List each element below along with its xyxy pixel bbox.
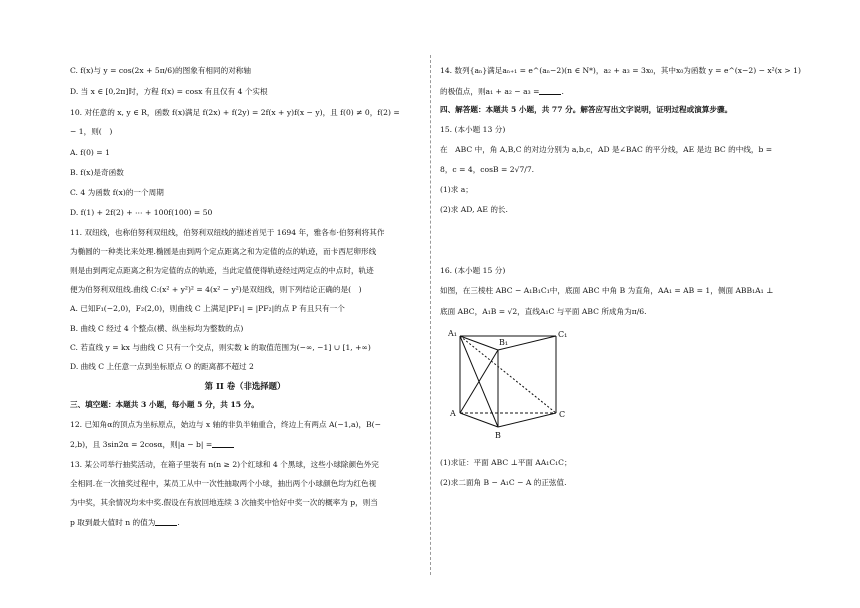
edge-ab (460, 413, 498, 427)
q14-line2: 的极值点，则a₁ + a₂ − a₃ = . (440, 87, 564, 96)
q11-option-d: D. 曲线 C 上任意一点到坐标原点 O 的距离都不超过 2 (70, 362, 254, 371)
q13-line2: 全相同.在一次抽奖过程中，某员工从中一次性抽取两个小球，抽出两个小球颜色均为红色视 (70, 479, 377, 488)
q10-option-c: C. 4 为函数 f(x)的一个周期 (70, 188, 164, 197)
q15-part1: (1)求 a； (440, 185, 473, 194)
q11-stem-line4: 便为伯努利双纽线.曲线 C:(x² + y²)² = 4(x² − y²)是双纽线，则下列结论正确的是( ) (70, 285, 362, 294)
q12-answer-blank[interactable] (212, 439, 234, 448)
prism-figure (448, 328, 578, 443)
q10-option-a: A. f(0) = 1 (70, 148, 110, 157)
q11-option-a: A. 已知F₁(−2,0)，F₂(2,0)，则曲线 C 上满足|PF₁| = |PF₂|的点 P 有且只有一个 (70, 304, 345, 313)
q15-title: 15. (本小题 13 分) (440, 125, 506, 134)
edge-a1b1 (460, 336, 498, 350)
q9-option-c: C. f(x)与 y = cos(2x + 5π/6)的图象有相同的对称轴 (70, 66, 251, 75)
edge-bc (498, 413, 556, 427)
label-b: B (495, 431, 501, 440)
q13-line3: 为中奖，其余情况均未中奖.假设在有放回地连续 3 次抽奖中恰好中奖一次的概率为 p，则当 (70, 498, 378, 507)
q10-option-b: B. f(x)是奇函数 (70, 168, 124, 177)
q12-line1: 12. 已知角α的顶点为坐标原点，始边与 x 轴的非负半轴重合，终边上有两点 A(−1,a)，B(− (70, 420, 381, 429)
q11-stem-line1: 11. 双纽线，也称伯努利双纽线，伯努利双纽线的描述首见于 1694 年，雅各布·伯努利将其作 (70, 228, 385, 237)
q11-stem-line2: 为椭圆的一种类比来处理.椭圆是由到两个定点距离之和为定值的点的轨迹，而卡西尼卵形线 (70, 247, 377, 256)
q10-option-d: D. f(1) + 2f(2) + ⋯ + 100f(100) = 50 (70, 208, 213, 217)
q16-part1: (1)求证：平面 ABC ⊥平面 AA₁C₁C； (440, 458, 572, 467)
q10-stem-line2: − 1，则( ) (70, 127, 113, 136)
section3-heading: 三、填空题：本题共 3 小题，每小题 5 分，共 15 分。 (70, 400, 259, 409)
q9-option-d: D. 当 x ∈ [0,2π]时，方程 f(x) = cosx 有且仅有 4 个实根 (70, 87, 268, 96)
q11-option-c: C. 若直线 y = kx 与曲线 C 只有一个交点，则实数 k 的取值范围为(−∞, −1] ∪ [1, +∞) (70, 343, 371, 352)
q16-title: 16. (本小题 15 分) (440, 266, 506, 275)
q14-line1: 14. 数列{aₙ}满足aₙ₊₁ = e^(aₙ−2)(n ∈ N*)，a₂ + a₃ = 3x₀，其中x₀为函数 y = e^(x−2) − x²(x > 1) (440, 66, 801, 75)
q13-line4-text: p 取到最大值时 n 的值为 (70, 518, 156, 527)
label-c1: C₁ (558, 330, 568, 339)
q15-line2: 8，c = 4，cosB = 2√7/7. (440, 165, 535, 174)
q16-line1: 如图，在三棱柱 ABC − A₁B₁C₁中，底面 ABC 中角 B 为直角，AA₁ = AB = 1，侧面 ABB₁A₁ ⊥ (440, 286, 774, 295)
q15-part2: (2)求 AD, AE 的长. (440, 205, 508, 214)
part2-title: 第 II 卷（非选择题） (204, 381, 286, 391)
q11-stem-line3: 则是由到两定点距离之积为定值的点的轨迹，当此定值使得轨迹经过两定点的中点时，轨迹 (70, 266, 374, 275)
label-a1: A₁ (448, 329, 457, 338)
q15-line1: 在 ABC 中，角 A,B,C 的对边分别为 a,b,c，AD 是∠BAC 的平分线，AE 是边 BC 的中线，b = (440, 145, 773, 154)
q16-part2: (2)求二面角 B − A₁C − A 的正弦值. (440, 478, 567, 487)
section4-heading: 四、解答题：本题共 5 小题，共 77 分。解答应写出文字说明，证明过程或演算步骤。 (440, 105, 733, 114)
q14-answer-blank[interactable] (539, 86, 561, 95)
q12-line2 (70, 439, 234, 450)
q16-line2: 底面 ABC，A₁B = √2，直线A₁C 与平面 ABC 所成角为π/6. (440, 307, 647, 316)
label-a: A (450, 409, 456, 418)
column-divider (430, 55, 431, 575)
q13-answer-blank[interactable] (155, 517, 177, 526)
q13-line1: 13. 某公司举行抽奖活动，在箱子里装有 n(n ≥ 2)个红球和 4 个黑球，这些小球除颜色外完 (70, 460, 379, 469)
q12-line2-text: 2,b)，且 3sin2α = 2cosα，则|a − b| = (70, 440, 213, 449)
q14-line2-text: 的极值点，则a₁ + a₂ − a₃ = (440, 87, 540, 96)
label-c: C (559, 410, 566, 419)
label-b1: B₁ (499, 338, 509, 347)
segment-ab1 (460, 350, 498, 413)
q13-line4: p 取到最大值时 n 的值为 . (70, 518, 180, 527)
q11-option-b: B. 曲线 C 经过 4 个整点(横、纵坐标均为整数的点) (70, 324, 244, 333)
q10-stem-line1: 10. 对任意的 x, y ∈ R，函数 f(x)满足 f(2x) + f(2y) = 2f(x + y)f(x − y)，且 f(0) ≠ 0，f(2) = (70, 108, 400, 117)
